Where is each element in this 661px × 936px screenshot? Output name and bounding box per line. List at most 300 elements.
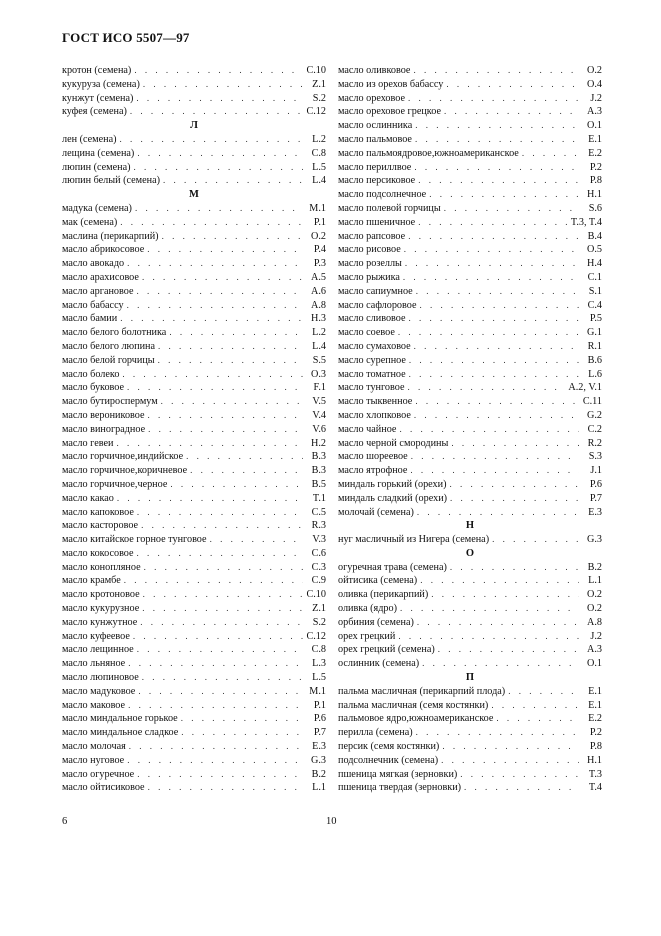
dot-leader xyxy=(413,64,579,78)
dot-leader xyxy=(117,492,303,506)
dot-leader xyxy=(415,395,579,409)
index-entry xyxy=(62,354,326,368)
entry-reference: P.3 xyxy=(313,258,326,270)
dot-leader xyxy=(450,478,580,492)
entry-term: масло хлопковое xyxy=(338,409,411,421)
index-entry xyxy=(62,64,326,78)
dot-leader xyxy=(420,299,579,313)
index-entry xyxy=(62,161,326,175)
entry-reference: A.3 xyxy=(587,106,602,118)
dot-leader xyxy=(129,740,303,754)
entry-term: масло белого болотника xyxy=(62,327,167,339)
index-entry xyxy=(338,712,602,726)
entry-term: масло бабассу xyxy=(62,299,124,311)
index-entry xyxy=(62,202,326,216)
index-entry xyxy=(338,161,602,175)
entry-term: масло конопляное xyxy=(62,561,141,573)
dot-leader xyxy=(142,271,303,285)
dot-leader xyxy=(142,671,303,685)
entry-term: масло ореховое грецкое xyxy=(338,106,441,118)
dot-leader xyxy=(128,699,303,713)
index-entry xyxy=(62,643,326,657)
entry-reference: B.3 xyxy=(311,451,326,463)
entry-term: масло абрикосовое xyxy=(62,244,145,256)
index-entry xyxy=(338,230,602,244)
entry-term: масло подсолнечное xyxy=(338,189,427,201)
entry-term: оливка (ядро) xyxy=(338,603,398,615)
dot-leader xyxy=(137,285,304,299)
index-entry xyxy=(62,588,326,602)
dot-leader xyxy=(508,685,579,699)
dot-leader xyxy=(137,506,303,520)
index-entry xyxy=(338,437,602,451)
document-header: ГОСТ ИСО 5507—97 xyxy=(62,30,190,45)
index-entry xyxy=(62,312,326,326)
entry-term: масло кротоновое xyxy=(62,589,140,601)
dot-leader xyxy=(163,174,303,188)
index-entry xyxy=(338,699,602,713)
dot-leader xyxy=(136,92,303,106)
index-entry xyxy=(62,712,326,726)
dot-leader xyxy=(127,299,303,313)
dot-leader xyxy=(124,574,303,588)
index-entry xyxy=(62,685,326,699)
entry-term: оливка (перикарпий) xyxy=(338,589,429,601)
dot-leader xyxy=(408,92,579,106)
dot-leader xyxy=(416,726,579,740)
entry-reference: L.2 xyxy=(312,327,326,339)
entry-term: маслина (перикарпий) xyxy=(62,230,159,242)
entry-term: огуречная трава (семена) xyxy=(338,561,447,573)
entry-reference: M.1 xyxy=(309,685,326,697)
entry-term: люпин (семена) xyxy=(62,161,131,173)
entry-reference: A.6 xyxy=(311,285,326,297)
entry-reference: O.2 xyxy=(587,603,602,615)
entry-reference: A.5 xyxy=(311,271,326,283)
entry-reference: T.4 xyxy=(588,782,602,794)
entry-reference: E.1 xyxy=(588,699,602,711)
index-entry xyxy=(62,395,326,409)
dot-leader xyxy=(143,588,303,602)
entry-term: подсолнечник (семена) xyxy=(338,754,439,766)
section-letter: П xyxy=(465,672,475,684)
entry-term: масло сливовое xyxy=(338,313,406,325)
dot-leader xyxy=(130,105,303,119)
dot-leader xyxy=(148,781,303,795)
page-number-left: 6 xyxy=(62,816,68,827)
entry-term: масло авокадо xyxy=(62,258,125,270)
entry-reference: L.1 xyxy=(312,782,326,794)
entry-term: люпин белый (семена) xyxy=(62,175,160,187)
dot-leader xyxy=(399,423,579,437)
entry-reference: O.3 xyxy=(311,368,326,380)
index-entry xyxy=(62,271,326,285)
index-entry xyxy=(62,533,326,547)
dot-leader xyxy=(404,243,579,257)
dot-leader xyxy=(451,437,579,451)
entry-reference: B.2 xyxy=(587,561,602,573)
index-entry xyxy=(62,368,326,382)
entry-term: масло розеллы xyxy=(338,258,402,270)
index-entry xyxy=(338,326,602,340)
entry-reference: E.2 xyxy=(588,147,602,159)
dot-leader xyxy=(137,768,303,782)
entry-reference: O.2 xyxy=(311,230,326,242)
dot-leader xyxy=(410,464,579,478)
index-entry xyxy=(338,423,602,437)
dot-leader xyxy=(133,630,303,644)
entry-reference: J.1 xyxy=(590,465,602,477)
index-column-right xyxy=(338,64,602,795)
entry-term: пшеница твердая (зерновки) xyxy=(338,782,462,794)
entry-term: лещина (семена) xyxy=(62,147,135,159)
index-entry xyxy=(338,726,602,740)
entry-term: масло сафлоровое xyxy=(338,299,417,311)
entry-term: масло соевое xyxy=(338,327,395,339)
dot-leader xyxy=(161,395,303,409)
entry-term: масло горчичное,коричневое xyxy=(62,465,188,477)
entry-term: перилла (семена) xyxy=(338,727,413,739)
index-entry xyxy=(338,506,602,520)
dot-leader xyxy=(128,657,303,671)
entry-term: масло буковое xyxy=(62,382,125,394)
entry-reference: C.4 xyxy=(587,299,602,311)
entry-reference: P.7 xyxy=(589,492,602,504)
index-entry xyxy=(338,340,602,354)
entry-reference: G.3 xyxy=(311,754,326,766)
index-entry xyxy=(62,506,326,520)
entry-term: масло капоковое xyxy=(62,506,134,518)
entry-reference: P.6 xyxy=(589,478,602,490)
entry-term: масло ятрофное xyxy=(338,465,408,477)
dot-leader xyxy=(414,409,579,423)
index-entry xyxy=(338,354,602,368)
dot-leader xyxy=(120,216,303,230)
entry-term: кротон (семена) xyxy=(62,65,132,76)
index-entry xyxy=(338,78,602,92)
entry-term: лен (семена) xyxy=(62,133,117,145)
entry-term: масло оливковое xyxy=(338,65,411,76)
entry-reference: V.4 xyxy=(312,409,326,421)
entry-term: масло касторовое xyxy=(62,520,139,532)
index-entry xyxy=(338,450,602,464)
index-entry xyxy=(338,271,602,285)
index-entry xyxy=(338,685,602,699)
index-entry xyxy=(62,740,326,754)
entry-reference: C.12 xyxy=(306,630,326,642)
entry-reference: C.6 xyxy=(311,547,326,559)
index-entry xyxy=(62,285,326,299)
entry-reference: L.4 xyxy=(312,340,326,352)
index-entry xyxy=(62,105,326,119)
index-entry xyxy=(338,285,602,299)
entry-term: масло болеко xyxy=(62,368,120,380)
dot-leader xyxy=(141,519,303,533)
entry-term: масло периллвое xyxy=(338,161,412,173)
entry-term: масло пшеничное xyxy=(338,216,416,228)
dot-leader xyxy=(210,533,303,547)
index-entry xyxy=(62,492,326,506)
entry-term: масло бамии xyxy=(62,313,118,325)
index-entry xyxy=(338,299,602,313)
entry-reference: L.4 xyxy=(312,175,326,187)
index-column-left xyxy=(62,64,326,795)
index-entry xyxy=(62,326,326,340)
entry-term: масло рапсовое xyxy=(338,230,406,242)
dot-leader xyxy=(444,105,579,119)
entry-reference: R.1 xyxy=(587,340,602,352)
dot-leader xyxy=(181,726,303,740)
index-entry xyxy=(338,464,602,478)
entry-reference: E.3 xyxy=(312,741,326,753)
index-entry xyxy=(338,781,602,795)
index-entry xyxy=(62,174,326,188)
entry-term: масло белой горчицы xyxy=(62,354,155,366)
entry-reference: H.1 xyxy=(587,189,602,201)
dot-leader xyxy=(438,643,579,657)
dot-leader xyxy=(409,368,579,382)
dot-leader xyxy=(411,450,579,464)
index-entry xyxy=(62,699,326,713)
dot-leader xyxy=(162,230,303,244)
entry-reference: L.2 xyxy=(312,133,326,145)
dot-leader xyxy=(148,423,303,437)
dot-leader xyxy=(409,354,579,368)
index-entry xyxy=(62,768,326,782)
entry-reference: P.5 xyxy=(589,313,602,325)
entry-term: масло персиковое xyxy=(338,175,416,187)
index-entry xyxy=(62,671,326,685)
index-entry xyxy=(62,92,326,106)
entry-term: персик (семя костянки) xyxy=(338,741,440,753)
section-letter: Н xyxy=(465,520,475,532)
index-entry xyxy=(338,768,602,782)
index-entry xyxy=(338,381,602,395)
entry-term: масло пальмовое xyxy=(338,133,412,145)
entry-term: масло аргановое xyxy=(62,285,134,297)
entry-reference: J.2 xyxy=(590,630,602,642)
entry-term: масло белого люпина xyxy=(62,340,156,352)
entry-term: масло арахисовое xyxy=(62,271,139,283)
entry-term: масло сапиумное xyxy=(338,285,413,297)
index-entry xyxy=(338,754,602,768)
entry-term: ослинник (семена) xyxy=(338,658,420,670)
index-entry xyxy=(62,257,326,271)
section-letter: М xyxy=(189,189,199,201)
entry-term: масло чайное xyxy=(338,423,397,435)
dot-leader xyxy=(137,643,303,657)
entry-reference: P.8 xyxy=(589,175,602,187)
entry-reference: R.3 xyxy=(311,520,326,532)
entry-term: масло нуговое xyxy=(62,754,125,766)
entry-reference: E.1 xyxy=(588,685,602,697)
index-entry xyxy=(338,602,602,616)
index-entry xyxy=(62,561,326,575)
dot-leader xyxy=(120,312,303,326)
index-entry xyxy=(62,381,326,395)
index-entry xyxy=(338,174,602,188)
index-entry xyxy=(338,616,602,630)
entry-reference: S.6 xyxy=(588,202,602,214)
entry-reference: H.2 xyxy=(311,437,326,449)
entry-term: масло сумаховое xyxy=(338,340,411,352)
entry-term: пальма масличная (перикарпий плода) xyxy=(338,685,506,697)
entry-term: масло черной смородины xyxy=(338,437,449,449)
dot-leader xyxy=(408,230,579,244)
dot-leader xyxy=(418,216,568,230)
index-entry xyxy=(62,602,326,616)
dot-leader xyxy=(181,712,303,726)
entry-term: масло гевеи xyxy=(62,437,114,449)
dot-leader xyxy=(137,547,303,561)
dot-leader xyxy=(441,754,579,768)
entry-reference: P.1 xyxy=(313,216,326,228)
entry-reference: L.3 xyxy=(312,658,326,670)
entry-term: масло пальмоядровое,южноамериканское xyxy=(338,147,519,159)
entry-term: ойтисика (семена) xyxy=(338,575,418,587)
index-entry xyxy=(62,754,326,768)
entry-term: кукуруза (семена) xyxy=(62,78,140,90)
entry-term: масло люпиновое xyxy=(62,672,139,684)
dot-leader xyxy=(405,257,579,271)
dot-leader xyxy=(143,78,303,92)
entry-term: масло ореховое xyxy=(338,92,405,104)
index-entry xyxy=(338,257,602,271)
entry-term: масло миндальное сладкое xyxy=(62,727,179,739)
entry-reference: P.1 xyxy=(313,699,326,711)
dot-leader xyxy=(127,257,303,271)
index-entry xyxy=(62,547,326,561)
entry-reference: H.4 xyxy=(587,258,602,270)
index-entry xyxy=(62,133,326,147)
dot-leader xyxy=(120,133,304,147)
entry-term: масло сурепное xyxy=(338,354,406,366)
entry-reference: B.3 xyxy=(311,465,326,477)
dot-leader xyxy=(464,781,579,795)
entry-reference: M.1 xyxy=(309,202,326,214)
dot-leader xyxy=(442,740,579,754)
entry-reference: P.8 xyxy=(589,741,602,753)
index-entry xyxy=(338,147,602,161)
dot-leader xyxy=(414,161,579,175)
dot-leader xyxy=(398,326,579,340)
index-entry xyxy=(62,478,326,492)
entry-term: куфея (семена) xyxy=(62,106,127,118)
entry-reference: P.6 xyxy=(313,713,326,725)
dot-leader xyxy=(492,533,579,547)
entry-reference: P.4 xyxy=(313,244,326,256)
index-entry xyxy=(338,105,602,119)
entry-reference: C.3 xyxy=(311,561,326,573)
entry-reference: B.2 xyxy=(311,768,326,780)
dot-leader xyxy=(134,161,304,175)
entry-term: масло томатное xyxy=(338,368,406,380)
entry-reference: V.6 xyxy=(312,423,326,435)
entry-reference: C.2 xyxy=(587,423,602,435)
index-entry xyxy=(338,657,602,671)
index-entry xyxy=(62,340,326,354)
entry-term: нуг масличный из Нигера (семена) xyxy=(338,534,490,546)
dot-leader xyxy=(398,630,579,644)
entry-reference: J.2 xyxy=(590,92,602,104)
entry-term: масло рисовое xyxy=(338,244,401,256)
entry-reference: A.2, V.1 xyxy=(568,382,602,394)
index-entry xyxy=(338,188,602,202)
dot-leader xyxy=(135,202,303,216)
entry-term: масло ойтисиковое xyxy=(62,782,145,794)
entry-term: орех грецкий xyxy=(338,630,396,642)
index-entry xyxy=(62,450,326,464)
index-entry xyxy=(338,574,602,588)
entry-reference: L.6 xyxy=(588,368,602,380)
entry-term: масло молочая xyxy=(62,741,126,753)
index-entry xyxy=(338,643,602,657)
entry-term: масло верониковое xyxy=(62,409,145,421)
dot-leader xyxy=(415,119,579,133)
entry-term: масло горчичное,черное xyxy=(62,478,168,490)
entry-reference: L.5 xyxy=(312,161,326,173)
dot-leader xyxy=(496,712,579,726)
dot-leader xyxy=(420,574,579,588)
dot-leader xyxy=(138,685,303,699)
entry-reference: G.2 xyxy=(587,409,602,421)
entry-reference: C.5 xyxy=(311,506,326,518)
entry-reference: C.8 xyxy=(311,644,326,656)
entry-reference: V.5 xyxy=(312,396,326,408)
index-entry xyxy=(338,533,602,547)
dot-leader xyxy=(169,326,303,340)
index-entry xyxy=(62,78,326,92)
entry-term: масло какао xyxy=(62,492,114,504)
dot-leader xyxy=(460,768,579,782)
index-entry xyxy=(62,464,326,478)
dot-leader xyxy=(134,64,303,78)
dot-leader xyxy=(186,450,303,464)
entry-term: пальма масличная (семя костянки) xyxy=(338,699,489,711)
entry-reference: O.5 xyxy=(587,244,602,256)
entry-term: масло китайское горное тунговое xyxy=(62,534,207,546)
entry-reference: P.7 xyxy=(313,727,326,739)
index-entry xyxy=(338,243,602,257)
dot-leader xyxy=(422,657,579,671)
entry-term: масло крамбе xyxy=(62,575,121,587)
entry-term: орбиния (семена) xyxy=(338,616,414,628)
entry-reference: P.2 xyxy=(589,727,602,739)
entry-reference: P.2 xyxy=(589,161,602,173)
dot-leader xyxy=(116,437,303,451)
entry-term: масло лещинное xyxy=(62,644,134,656)
entry-reference: T.1 xyxy=(312,492,326,504)
index-entry xyxy=(62,299,326,313)
dot-leader xyxy=(142,602,303,616)
index-entry xyxy=(62,409,326,423)
entry-term: мадука (семена) xyxy=(62,202,132,214)
entry-term: масло из орехов бабассу xyxy=(338,78,444,90)
dot-leader xyxy=(408,381,566,395)
entry-reference: E.2 xyxy=(588,713,602,725)
entry-reference: B.6 xyxy=(587,354,602,366)
dot-leader xyxy=(444,202,579,216)
entry-reference: A.8 xyxy=(311,299,326,311)
entry-term: миндаль сладкий (орехи) xyxy=(338,492,448,504)
index-entry xyxy=(338,409,602,423)
index-entry xyxy=(62,216,326,230)
page-number-center: 10 xyxy=(326,816,337,827)
entry-reference: S.5 xyxy=(312,354,326,366)
entry-term: мак (семена) xyxy=(62,216,118,228)
index-entry xyxy=(338,312,602,326)
dot-leader xyxy=(450,561,579,575)
